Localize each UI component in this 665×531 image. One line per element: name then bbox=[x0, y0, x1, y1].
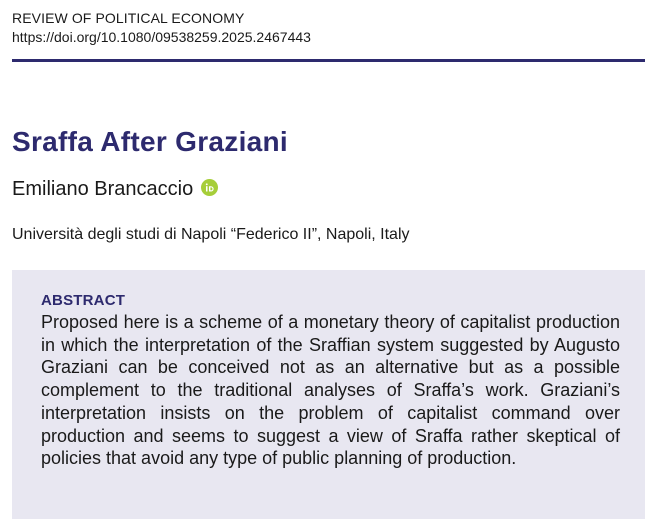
journal-name: REVIEW OF POLITICAL ECONOMY bbox=[12, 10, 245, 26]
author-affiliation: Università degli studi di Napoli “Federico II”, Napoli, Italy bbox=[12, 226, 410, 243]
author-name: Emiliano Brancaccio bbox=[12, 178, 194, 200]
header-rule bbox=[12, 59, 645, 62]
orcid-icon[interactable] bbox=[201, 179, 218, 196]
abstract-heading: ABSTRACT bbox=[41, 292, 126, 309]
article-title: Sraffa After Graziani bbox=[12, 126, 289, 157]
running-header bbox=[12, 9, 311, 47]
author-row bbox=[12, 178, 218, 201]
abstract-text: Proposed here is a scheme of a monetary theory of capitalist production in which the interpretation of the Sraffian system suggested by Augusto Graziani can be conceived not as an alternative but as a possible complement to the traditional analyses of Sraffa’s work. Graziani’s interpretation insists on the problem of capitalist command over production and seems to suggest a view of Sraffa rather skeptical of policies that avoid any type of public planning of production. bbox=[41, 312, 620, 469]
doi-link[interactable]: https://doi.org/10.1080/09538259.2025.2467443 bbox=[12, 29, 311, 45]
abstract-box bbox=[12, 270, 645, 519]
